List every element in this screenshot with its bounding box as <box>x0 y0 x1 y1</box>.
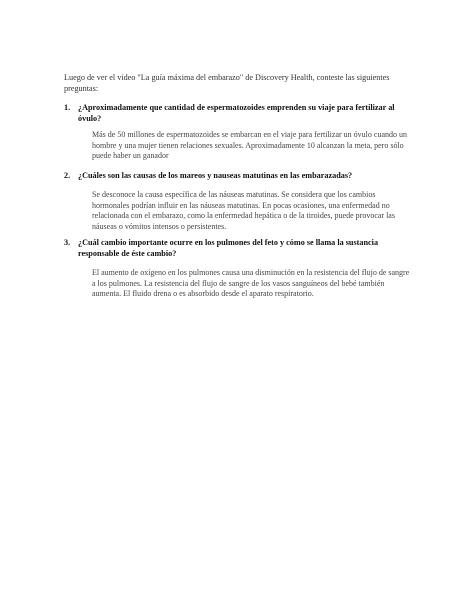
question-number: 1. <box>64 103 71 112</box>
answer-2: Se desconoce la causa específica de las náuseas matutinas. Se considera que los cambios hormonales podrían influir en las náuseas matutinas. En pocas ocasiones, una enfermedad no relacionada con el embarazo, como la enfermedad hepática o de la tiroides, puede provocar las náuseas o vómitos intensos o persistentes. <box>92 190 395 231</box>
intro-text: Luego de ver el video "La guía máxima del embarazo" de Discovery Health, conteste las siguientes preguntas: <box>64 73 390 93</box>
answer-3: El aumento de oxígeno en los pulmones causa una disminución en la resistencia del flujo de sangre a los pulmones. La resistencia del flujo de sangre de los vasos sanguíneos del bebé también aumenta. El fluido drena o es absorbido desde el aparato respiratorio. <box>92 268 410 298</box>
answer-1: Más de 50 millones de espermatozoides se embarcan en el viaje para fertilizar un óvulo cuando un hombre y una mujer tienen relaciones sexuales. Aproximadamente 10 alcanzan la meta, pero sólo puede haber un ganador <box>92 130 407 160</box>
question-1 <box>64 103 410 124</box>
question-text: ¿Aproximadamente que cantidad de espermatozoides emprenden su viaje para fertilizar al óvulo? <box>78 103 395 123</box>
question-3 <box>64 238 410 259</box>
question-text: ¿Cuál cambio importante ocurre en los pulmones del feto y cómo se llama la sustancia responsable de éste cambio? <box>78 238 379 258</box>
question-number: 3. <box>64 238 71 247</box>
question-text: ¿Cuáles son las causas de los mareos y nauseas matutinas en las embarazadas? <box>78 171 353 180</box>
question-2 <box>64 171 410 182</box>
question-number: 2. <box>64 171 71 180</box>
